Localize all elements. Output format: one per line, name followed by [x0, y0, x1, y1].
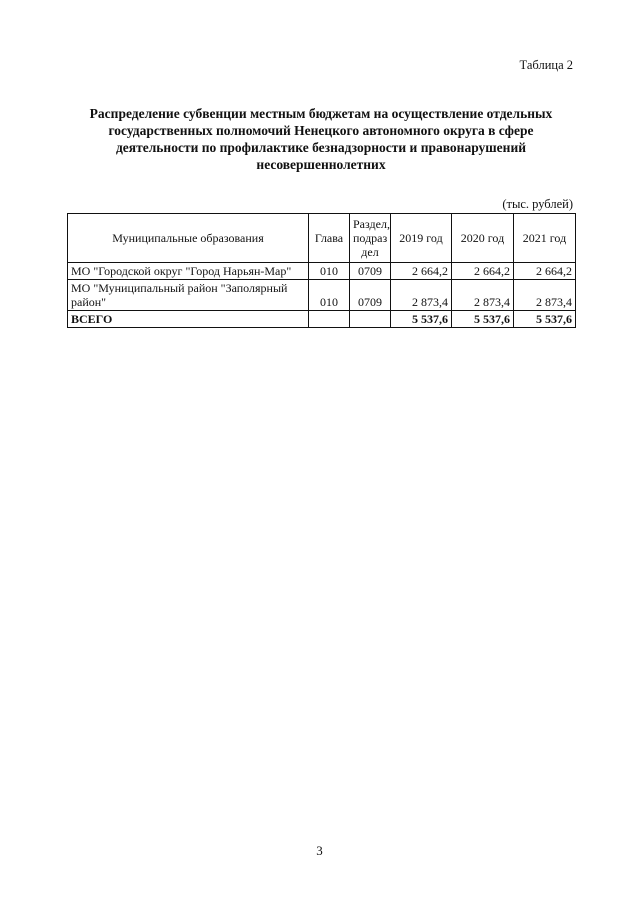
value-2019: 2 873,4	[391, 280, 452, 311]
total-2021: 5 537,6	[514, 311, 576, 328]
header-2020: 2020 год	[452, 214, 514, 263]
total-label: ВСЕГО	[68, 311, 309, 328]
title-line: несовершеннолетних	[256, 157, 386, 172]
chapter-code: 010	[309, 263, 350, 280]
document-title	[72, 105, 570, 173]
section-code: 0709	[350, 263, 391, 280]
header-2019: 2019 год	[391, 214, 452, 263]
title-line: государственных полномочий Ненецкого автономного округа в сфере	[108, 123, 534, 138]
value-2021: 2 873,4	[514, 280, 576, 311]
value-2021: 2 664,2	[514, 263, 576, 280]
total-chapter-empty	[309, 311, 350, 328]
units-label: (тыс. рублей)	[502, 197, 573, 211]
chapter-code: 010	[309, 280, 350, 311]
section-code: 0709	[350, 280, 391, 311]
municipality-name: МО "Муниципальный район "Заполярный район"	[68, 280, 309, 311]
header-chapter: Глава	[309, 214, 350, 263]
total-2019: 5 537,6	[391, 311, 452, 328]
table-total-row	[68, 311, 576, 328]
page-number: 3	[316, 843, 323, 858]
subvention-table	[67, 213, 576, 328]
municipality-name: МО "Городской округ "Город Нарьян-Мар"	[68, 263, 309, 280]
value-2020: 2 873,4	[452, 280, 514, 311]
header-section-line: подраз	[353, 231, 388, 245]
total-section-empty	[350, 311, 391, 328]
table-header-row	[68, 214, 576, 263]
table-number-label: Таблица 2	[519, 58, 573, 72]
header-municipality: Муниципальные образования	[68, 214, 309, 263]
value-2020: 2 664,2	[452, 263, 514, 280]
total-2020: 5 537,6	[452, 311, 514, 328]
header-section-line: дел	[361, 245, 379, 259]
value-2019: 2 664,2	[391, 263, 452, 280]
table-row	[68, 263, 576, 280]
title-line: деятельности по профилактике безнадзорности и правонарушений	[115, 140, 527, 155]
title-line: Распределение субвенции местным бюджетам на осуществление отдельных	[89, 106, 553, 121]
header-2021: 2021 год	[514, 214, 576, 263]
header-section	[350, 214, 391, 263]
table-row	[68, 280, 576, 311]
header-section-line: Раздел,	[353, 217, 390, 231]
